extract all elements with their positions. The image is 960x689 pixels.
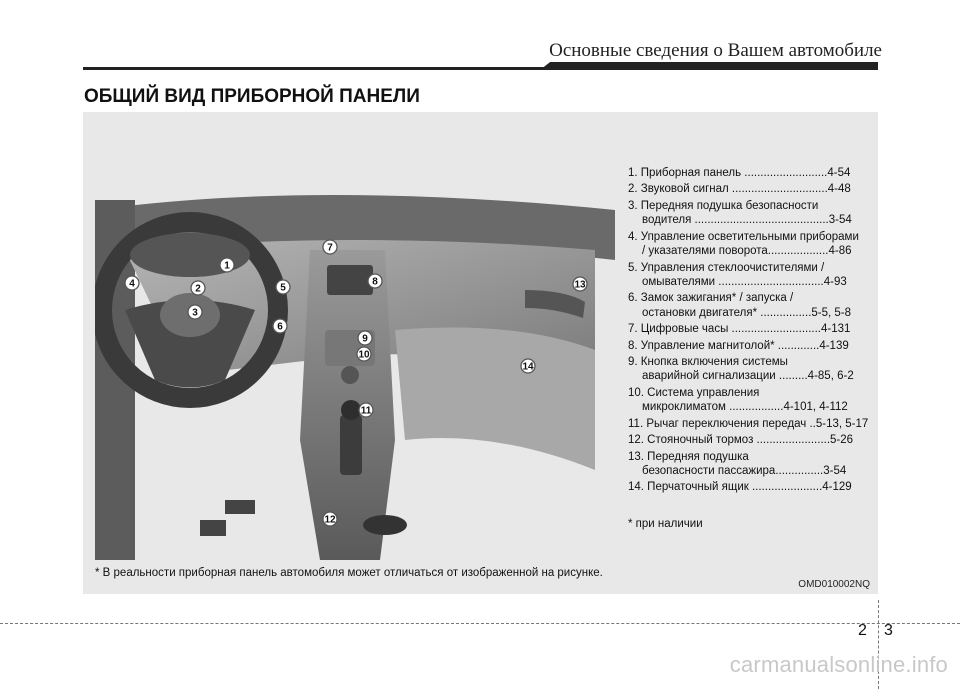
legend-list bbox=[628, 166, 876, 497]
svg-text:2: 2 bbox=[195, 283, 201, 295]
svg-text:10: 10 bbox=[358, 349, 370, 361]
callout-11 bbox=[359, 403, 373, 417]
glovebox bbox=[395, 328, 595, 471]
svg-text:7: 7 bbox=[327, 242, 333, 254]
callout-8 bbox=[368, 274, 382, 288]
callout-4 bbox=[125, 276, 139, 290]
figure-panel bbox=[83, 112, 878, 594]
callout-10 bbox=[357, 347, 371, 361]
disclaimer: * В реальности приборная панель автомобиля может отличаться от изображенной на рисунке. bbox=[95, 567, 603, 579]
footer-divider bbox=[0, 623, 960, 624]
svg-text:4: 4 bbox=[129, 278, 135, 290]
callout-13 bbox=[573, 277, 587, 291]
header-rule bbox=[83, 67, 878, 70]
control-knob bbox=[341, 366, 359, 384]
svg-text:11: 11 bbox=[360, 405, 372, 417]
cupholder bbox=[363, 515, 407, 535]
legend-item: 11. Рычаг переключения передач ..5-13, 5-17 bbox=[628, 417, 869, 430]
svg-text:6: 6 bbox=[277, 321, 283, 333]
page-number: 3 bbox=[884, 622, 893, 639]
dashboard-illustration bbox=[95, 140, 615, 560]
callout-7 bbox=[323, 240, 337, 254]
pedal bbox=[225, 500, 255, 514]
legend-item: 2. Звуковой сигнал ..............................4-48 bbox=[628, 183, 851, 196]
svg-text:5: 5 bbox=[280, 282, 286, 294]
legend-item: 5. Управления стеклоочистителями / омывателями .................................4-93 bbox=[628, 261, 847, 288]
legend-item: 6. Замок зажигания* / запуска / остановки двигателя* ................5-5, 5-8 bbox=[628, 292, 852, 319]
page-title: ОБЩИЙ ВИД ПРИБОРНОЙ ПАНЕЛИ bbox=[84, 86, 420, 107]
svg-text:9: 9 bbox=[362, 333, 368, 345]
svg-text:1: 1 bbox=[224, 260, 230, 272]
chapter-header: Основные сведения о Вашем автомобиле bbox=[549, 40, 882, 61]
gear-shifter bbox=[340, 415, 362, 475]
callout-12 bbox=[323, 512, 337, 526]
svg-text:8: 8 bbox=[372, 276, 378, 288]
legend-item: 13. Передняя подушка безопасности пассажира...............3-54 bbox=[628, 450, 847, 477]
legend-item: 7. Цифровые часы ............................4-131 bbox=[628, 323, 851, 336]
page-number-chapter: 2 bbox=[858, 622, 867, 639]
legend-item: 1. Приборная панель ..........................4-54 bbox=[628, 167, 851, 179]
legend-item: 14. Перчаточный ящик ......................4-129 bbox=[628, 481, 852, 494]
legend-item: 10. Система управления микроклиматом .................4-101, 4-112 bbox=[628, 386, 848, 414]
svg-text:14: 14 bbox=[522, 361, 534, 373]
callout-14 bbox=[521, 359, 535, 373]
legend-item: 3. Передняя подушка безопасности водителя ..........................................3-54 bbox=[628, 199, 852, 227]
display-screen bbox=[327, 265, 373, 295]
callout-2 bbox=[191, 281, 205, 295]
watermark: carmanualsonline.info bbox=[729, 652, 948, 677]
callout-3 bbox=[188, 305, 202, 319]
callout-6 bbox=[273, 319, 287, 333]
callout-9 bbox=[358, 331, 372, 345]
svg-text:3: 3 bbox=[192, 307, 198, 319]
svg-text:13: 13 bbox=[574, 279, 586, 291]
svg-text:12: 12 bbox=[324, 514, 336, 526]
footnote: * при наличии bbox=[628, 518, 703, 530]
legend-item: 12. Стояночный тормоз .......................5-26 bbox=[628, 434, 854, 447]
legend-item: 9. Кнопка включения системы аварийной сигнализации .........4-85, 6-2 bbox=[628, 356, 854, 383]
legend-item: 4. Управление осветительными приборами / указателями поворота...................4-86 bbox=[628, 230, 859, 258]
legend-item: 8. Управление магнитолой* .............4-139 bbox=[628, 339, 849, 352]
image-code: OMD010002NQ bbox=[798, 579, 870, 590]
callout-5 bbox=[276, 280, 290, 294]
callout-1 bbox=[220, 258, 234, 272]
